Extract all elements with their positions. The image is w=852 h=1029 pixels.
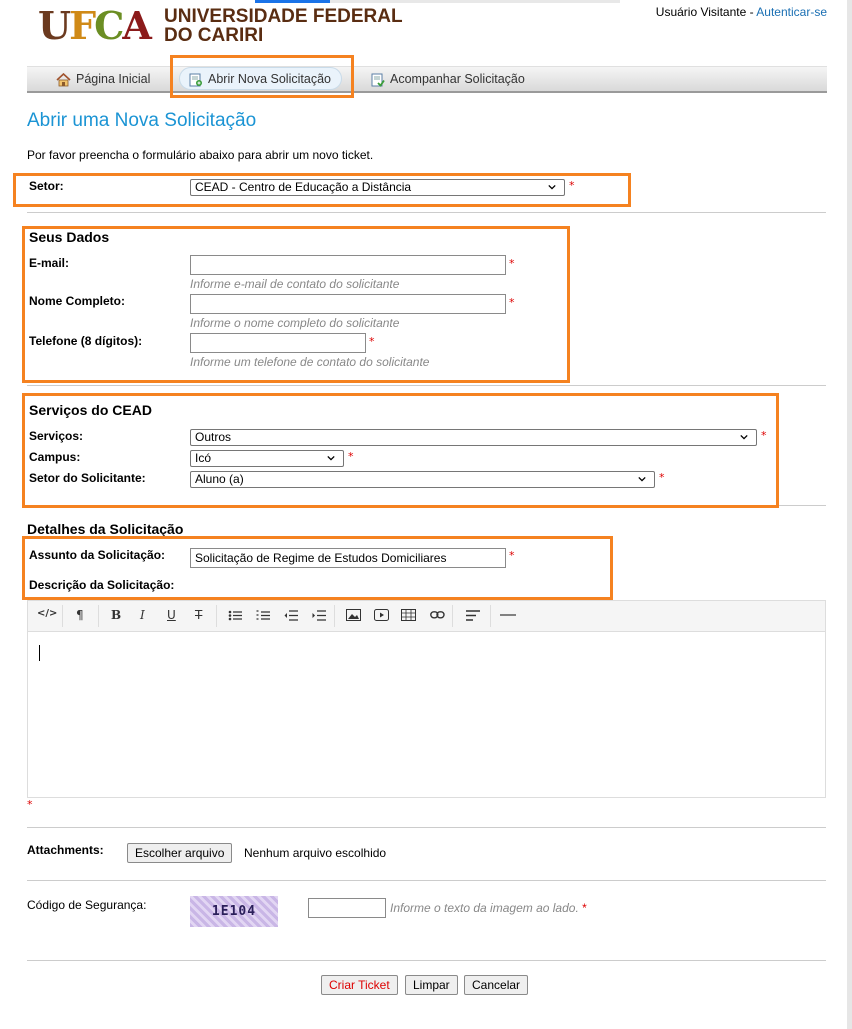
divider bbox=[27, 827, 826, 828]
servicos-value: Outros bbox=[195, 430, 232, 444]
nav-new-ticket-label: Abrir Nova Solicitação bbox=[208, 71, 331, 86]
window-scroll-edge bbox=[847, 0, 852, 1029]
bold-button[interactable]: B bbox=[111, 608, 122, 622]
nav-new-ticket[interactable] bbox=[179, 67, 342, 90]
reset-button[interactable]: Limpar bbox=[405, 975, 458, 995]
required-mark: * bbox=[582, 901, 587, 915]
required-mark: * bbox=[569, 179, 575, 192]
video-icon[interactable] bbox=[374, 609, 389, 621]
toolbar-separator bbox=[334, 605, 335, 627]
top-accent-line bbox=[255, 0, 330, 3]
top-grey-line bbox=[330, 0, 620, 3]
campus-value: Icó bbox=[195, 451, 212, 465]
toolbar-separator bbox=[216, 605, 217, 627]
page-intro: Por favor preencha o formulário abaixo para abrir um novo ticket. bbox=[27, 148, 374, 162]
indent-icon[interactable] bbox=[312, 610, 326, 621]
required-mark: * bbox=[369, 335, 375, 348]
window-edge-left bbox=[0, 0, 10, 1029]
captcha-text: 1E104 bbox=[211, 904, 257, 919]
paragraph-format-button[interactable]: ¶ bbox=[76, 608, 84, 622]
required-mark: * bbox=[509, 296, 515, 309]
nome-label: Nome Completo: bbox=[29, 294, 125, 308]
telefone-label: Telefone (8 dígitos): bbox=[29, 334, 143, 348]
divider bbox=[27, 385, 826, 386]
section-seus-dados: Seus Dados bbox=[29, 229, 110, 245]
campus-label: Campus: bbox=[29, 450, 81, 464]
setor-label: Setor: bbox=[29, 179, 64, 193]
captcha-image bbox=[190, 896, 278, 927]
main-nav bbox=[27, 66, 827, 93]
servicos-label: Serviços: bbox=[29, 429, 84, 443]
page-title: Abrir uma Nova Solicitação bbox=[27, 110, 257, 131]
underline-button[interactable]: U bbox=[167, 608, 176, 622]
setor-solicitante-label: Setor do Solicitante: bbox=[29, 471, 146, 485]
captcha-label: Código de Segurança: bbox=[27, 898, 147, 912]
submit-button[interactable]: Criar Ticket bbox=[321, 975, 398, 995]
text-caret bbox=[39, 645, 40, 661]
campus-select[interactable] bbox=[190, 450, 344, 467]
captcha-input[interactable] bbox=[308, 898, 386, 918]
chevron-down-icon bbox=[548, 183, 556, 191]
outdent-icon[interactable] bbox=[284, 610, 298, 621]
chevron-down-icon bbox=[638, 475, 646, 483]
track-ticket-icon bbox=[370, 72, 385, 86]
toolbar-separator bbox=[62, 605, 63, 627]
setor-solicitante-select[interactable] bbox=[190, 471, 655, 488]
user-label: Usuário Visitante - bbox=[655, 5, 757, 19]
setor-select[interactable] bbox=[190, 179, 565, 196]
table-icon[interactable] bbox=[401, 609, 416, 621]
telefone-hint: Informe um telefone de contato do solicitante bbox=[190, 355, 430, 369]
image-icon[interactable] bbox=[346, 609, 361, 621]
divider bbox=[27, 880, 826, 881]
choose-file-button[interactable]: Escolher arquivo bbox=[127, 843, 232, 863]
nav-track-ticket-label: Acompanhar Solicitação bbox=[390, 72, 525, 86]
cancel-button[interactable]: Cancelar bbox=[464, 975, 528, 995]
servicos-select[interactable] bbox=[190, 429, 757, 446]
divider bbox=[27, 212, 826, 213]
required-mark: * bbox=[761, 429, 767, 442]
file-status: Nenhum arquivo escolhido bbox=[244, 846, 387, 860]
nome-hint: Informe o nome completo do solicitante bbox=[190, 316, 400, 330]
assunto-field[interactable] bbox=[190, 548, 506, 568]
descricao-label-text: Descrição da Solicitação: bbox=[29, 578, 175, 592]
required-mark: * bbox=[509, 549, 515, 562]
divider bbox=[27, 505, 826, 506]
nav-track-ticket[interactable] bbox=[370, 68, 525, 90]
italic-button[interactable]: I bbox=[140, 608, 145, 622]
captcha-hint bbox=[390, 901, 587, 915]
strikethrough-button[interactable]: T bbox=[195, 608, 203, 622]
link-icon[interactable] bbox=[430, 611, 445, 619]
user-area bbox=[656, 5, 827, 19]
nav-home[interactable] bbox=[56, 68, 150, 90]
chevron-down-icon bbox=[740, 433, 748, 441]
numbered-list-icon[interactable] bbox=[256, 610, 270, 621]
email-hint: Informe e-mail de contato do solicitante bbox=[190, 277, 400, 291]
toolbar-separator bbox=[452, 605, 453, 627]
home-icon bbox=[56, 72, 71, 86]
setor-solicitante-value: Aluno (a) bbox=[195, 472, 244, 486]
required-mark: * bbox=[348, 450, 354, 463]
setor-value: CEAD - Centro de Educação a Distância bbox=[195, 180, 412, 194]
bullet-list-icon[interactable] bbox=[228, 610, 242, 621]
email-label: E-mail: bbox=[29, 256, 70, 270]
toolbar-separator bbox=[98, 605, 99, 627]
descricao-label bbox=[29, 578, 174, 592]
required-mark: * bbox=[659, 471, 665, 484]
telefone-field[interactable] bbox=[190, 333, 366, 353]
login-link[interactable]: Autenticar-se bbox=[756, 5, 827, 19]
divider bbox=[27, 960, 826, 961]
logo-text: UNIVERSIDADE FEDERAL DO CARIRI bbox=[164, 6, 403, 46]
chevron-down-icon bbox=[327, 454, 335, 462]
toolbar-separator bbox=[490, 605, 491, 627]
required-mark: * bbox=[27, 798, 33, 811]
logo-mark: UFCA bbox=[38, 3, 150, 48]
nome-field[interactable] bbox=[190, 294, 506, 314]
nav-home-label: Página Inicial bbox=[76, 72, 151, 86]
captcha-hint-text: Informe o texto da imagem ao lado. bbox=[390, 901, 579, 915]
required-mark: * bbox=[509, 257, 515, 270]
description-editor[interactable] bbox=[27, 600, 826, 798]
new-ticket-icon bbox=[188, 72, 203, 86]
attachments-label: Attachments: bbox=[27, 843, 104, 857]
section-detalhes: Detalhes da Solicitação bbox=[27, 521, 184, 537]
horizontal-rule-icon[interactable] bbox=[500, 614, 516, 616]
editor-toolbar bbox=[28, 601, 825, 632]
align-icon[interactable] bbox=[466, 610, 480, 621]
section-servicos: Serviços do CEAD bbox=[29, 402, 152, 418]
code-view-button[interactable]: </> bbox=[37, 608, 58, 619]
assunto-label: Assunto da Solicitação: bbox=[29, 548, 166, 562]
email-field[interactable] bbox=[190, 255, 506, 275]
